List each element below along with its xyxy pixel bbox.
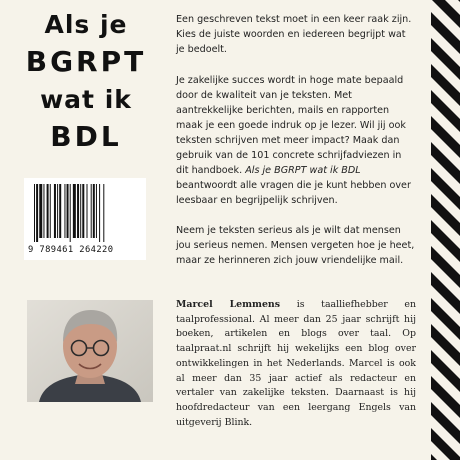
isbn-number: 9 789461 264220	[28, 245, 114, 255]
diagonal-stripes	[431, 0, 460, 460]
book-title	[8, 12, 164, 151]
body-book-title: Als je BGRPT wat ik BDL	[245, 165, 361, 176]
closing-paragraph: Neem je teksten serieus als je wilt dat mensen jou serieus nemen. Mensen vergeten hoe je heet, maar ze herinneren zich jouw vriendelijke mail.	[176, 225, 415, 266]
author-bio	[176, 298, 416, 430]
author-photo	[27, 300, 153, 402]
author-bio-text: is taalliefhebber en taalprofessional. Al meer dan 25 jaar schrijft hij boeken, artikelen en blogs over taal. Op taalpraat.nl schrijft hij wekelijks een blog over ontwikkelingen in het Nederlands. Marcel is ook al meer dan 35 jaar actief als redacteur en vertaler van zakelijke teksten. Daarnaast is hij hoofdredacteur van een leergang Engels van uitgeverij Blink.	[176, 299, 416, 428]
author-name: Marcel Lemmens	[176, 299, 281, 310]
title-line-3: wat ik	[40, 85, 132, 114]
body-text-after: beantwoordt alle vragen die je kunt hebben over leesbaar en begrijpelijk schrijven.	[176, 180, 411, 206]
body-text-before: Je zakelijke succes wordt in hoge mate bepaald door de kwaliteit van je teksten. Met aantrekkelijke berichten, mails en rapporten maak je een goede indruk op je lezer. Wil jij ook teksten schrijven met meer impact? Maak dan gebruik van de 101 concrete schrijfadviezen in dit handboek.	[176, 75, 406, 176]
body-paragraph	[176, 73, 416, 208]
barcode-bars	[32, 184, 138, 244]
isbn-barcode	[24, 178, 146, 260]
title-line-1: Als je	[44, 10, 128, 39]
title-line-4: BDL	[50, 120, 122, 153]
intro-paragraph: Een geschreven tekst moet in een keer raak zijn. Kies de juiste woorden en iedereen begrijpt wat je bedoelt.	[176, 14, 412, 55]
title-line-2: BGRPT	[25, 45, 147, 78]
